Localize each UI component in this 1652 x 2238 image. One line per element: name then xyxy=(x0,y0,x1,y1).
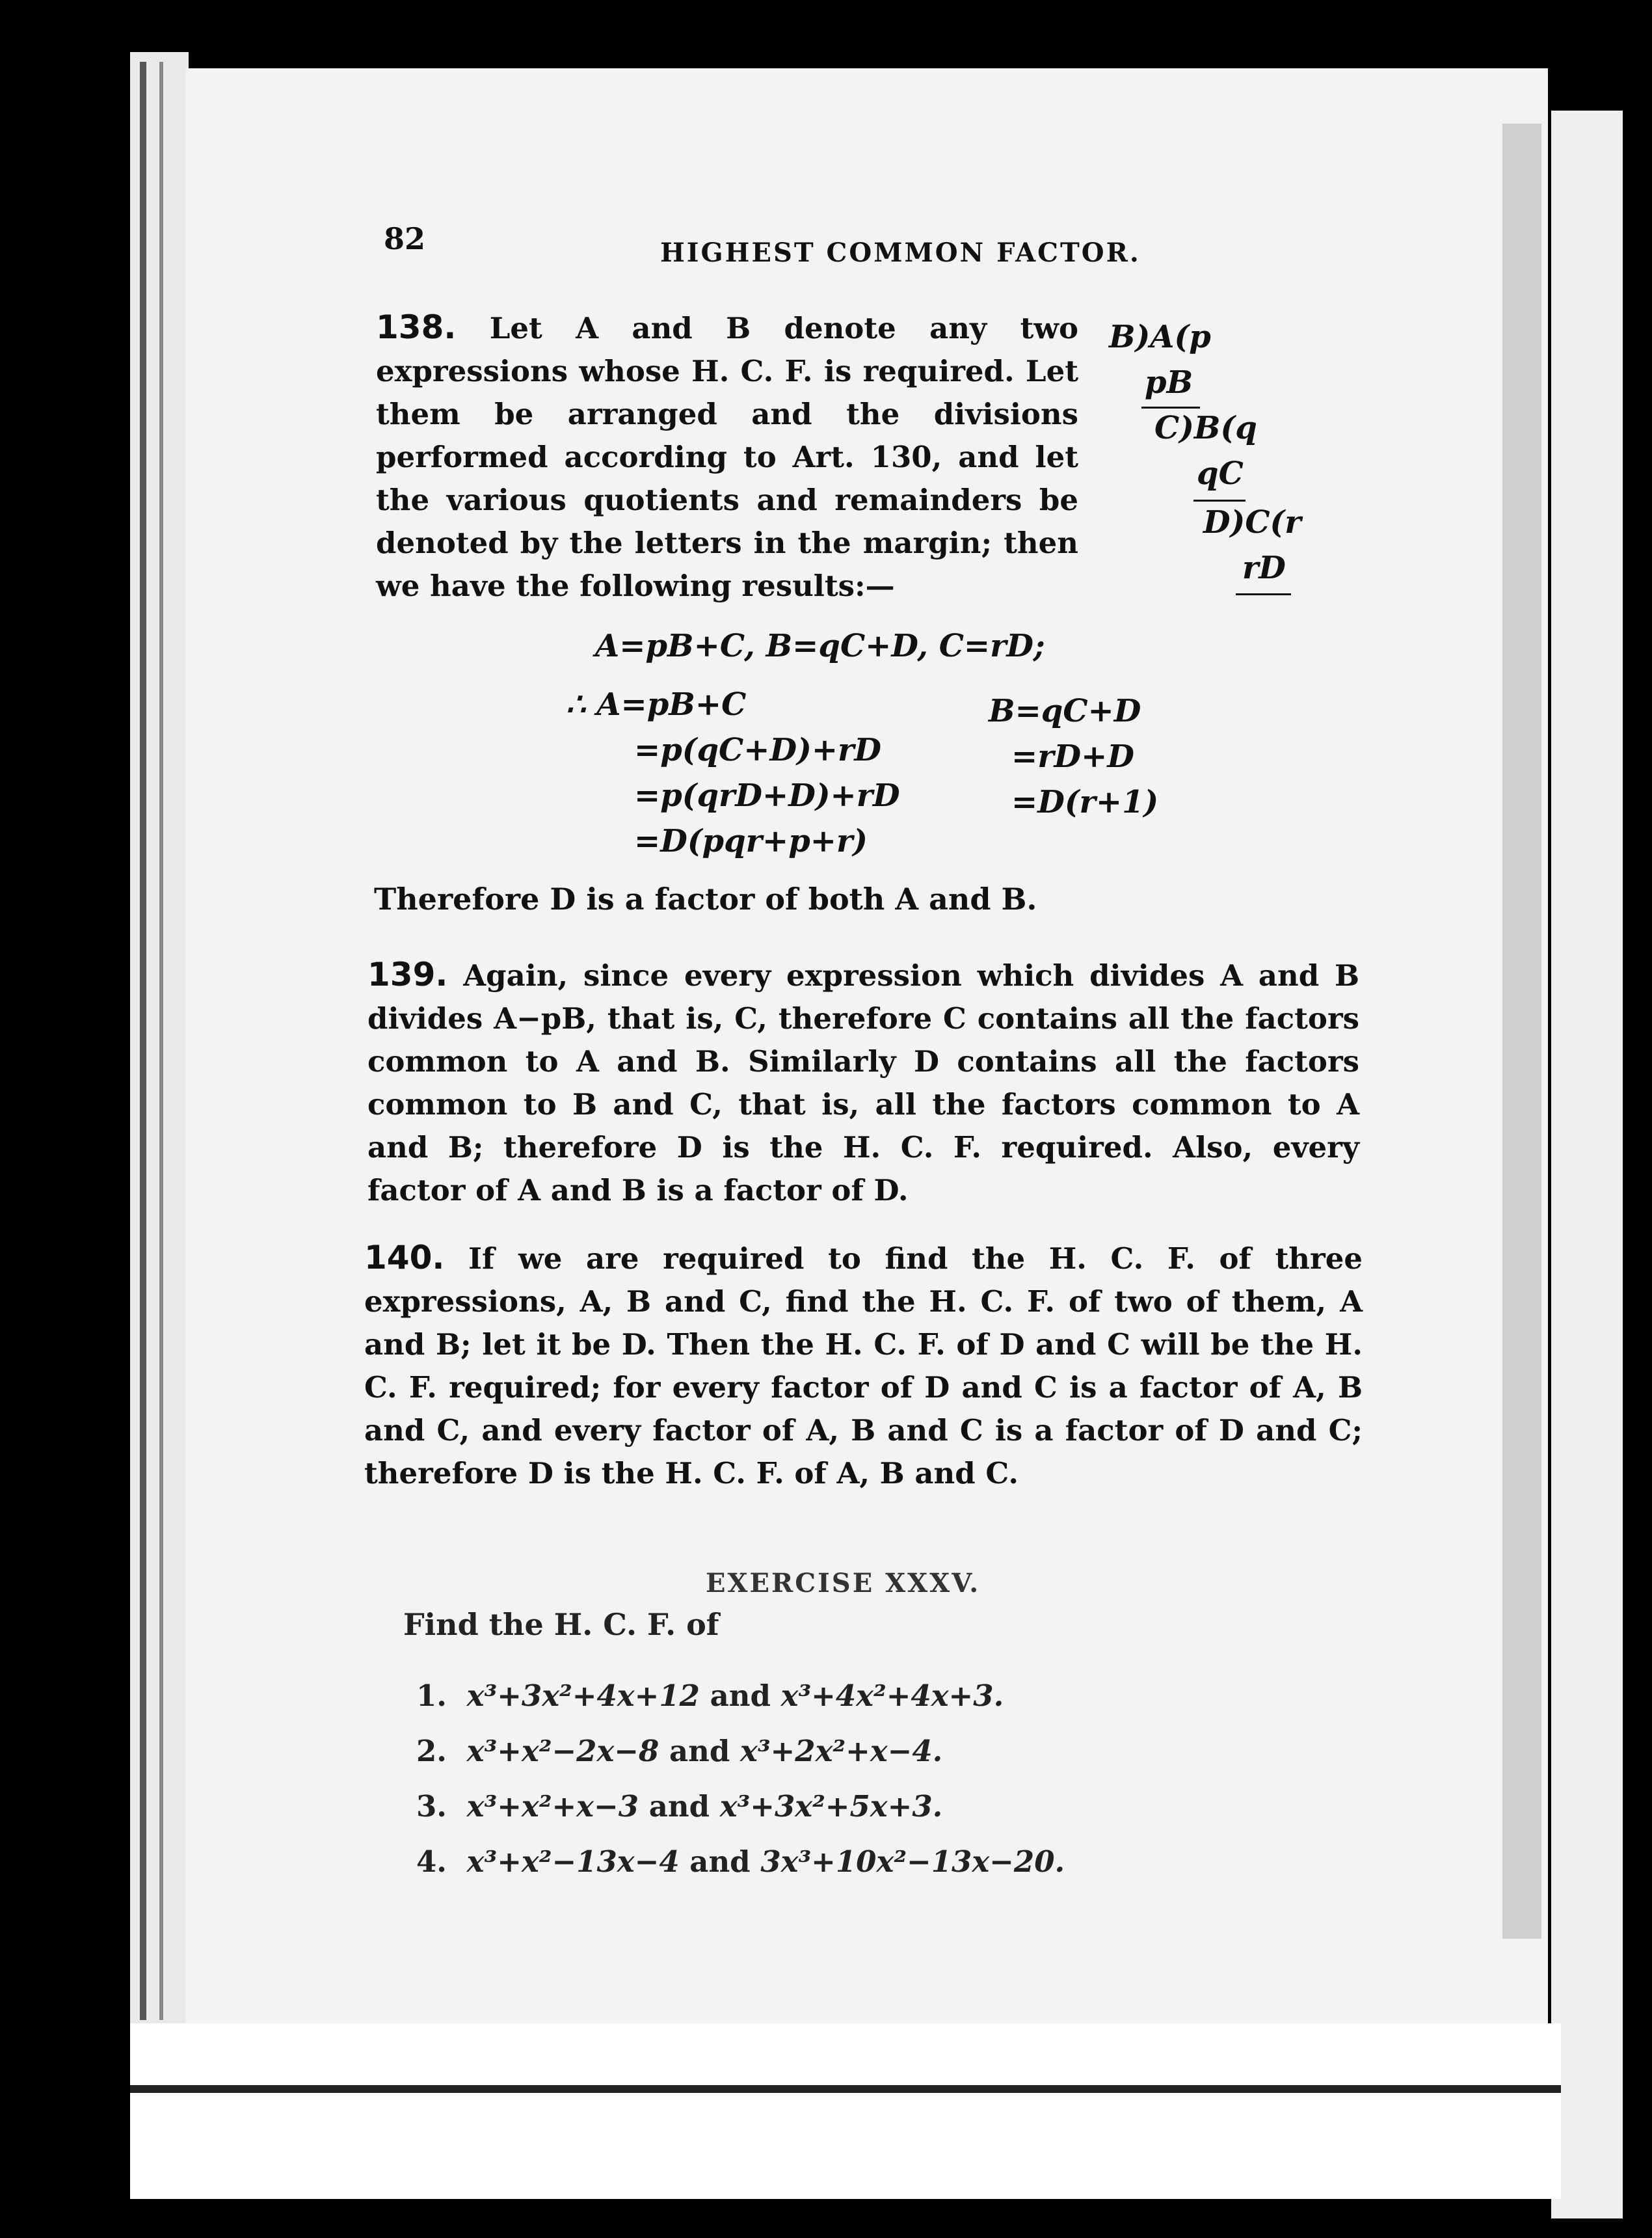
margin-rule-3 xyxy=(1236,593,1291,595)
derivation-right-3: =D(r+1) xyxy=(1011,784,1159,820)
page-edge-shadow xyxy=(1502,124,1541,1939)
article-139 xyxy=(367,953,1359,1212)
article-text: If we are required to find the H. C. F. of three expressions, A, B and C, find the H. C. F. of two of them, A and B; let it be D. Then the H. C. F. of D and C will be the H. C. F. required; for every factor of D and C is a factor of A, B and C, and every factor of A, B and C is a factor of D and C; therefore D is the H. C. F. of A, B and C. xyxy=(364,1241,1363,1490)
conjunction: and xyxy=(710,1678,771,1713)
exercise-heading: EXERCISE XXXV. xyxy=(706,1568,981,1598)
expression-a: x³+x²−13x−4 xyxy=(466,1844,680,1879)
exercise-item xyxy=(416,1734,942,1768)
margin-line-2: pB xyxy=(1145,364,1193,401)
results-line: A=pB+C, B=qC+D, C=rD; xyxy=(595,628,1045,664)
derivation-left-3: =p(qrD+D)+rD xyxy=(634,777,900,814)
margin-rule-2 xyxy=(1193,500,1246,502)
article-138 xyxy=(376,306,1078,608)
article-number: 139. xyxy=(367,956,448,993)
next-page-edge xyxy=(1551,111,1623,2218)
conjunction: and xyxy=(689,1844,751,1879)
article-number: 138. xyxy=(376,308,457,346)
margin-line-1: B)A(p xyxy=(1109,319,1211,355)
page-number: 82 xyxy=(384,221,426,256)
conjunction: and xyxy=(669,1734,730,1768)
article-text: Again, since every expression which divides A and B divides A−pB, that is, C, therefore C contains all the factors common to A and B. Similarly D contains all the factors common to B and C, that is, all the factors common to A and B; therefore D is the H. C. F. required. Also, every factor of A and B is a factor of D. xyxy=(367,958,1360,1207)
derivation-right-2: =rD+D xyxy=(1011,738,1134,775)
article-number: 140. xyxy=(364,1239,445,1276)
margin-line-4: qC xyxy=(1197,455,1244,492)
exercise-instruction: Find the H. C. F. of xyxy=(403,1607,719,1642)
item-number: 3. xyxy=(416,1789,447,1824)
item-number: 1. xyxy=(416,1678,447,1713)
page-bottom-margin xyxy=(130,2023,1561,2199)
page-bottom-line xyxy=(130,2085,1561,2093)
spine-line xyxy=(159,62,163,2020)
margin-line-3: C)B(q xyxy=(1154,410,1257,446)
running-title: HIGHEST COMMON FACTOR. xyxy=(660,237,1141,268)
expression-a: x³+x²+x−3 xyxy=(466,1789,639,1824)
expression-b: x³+4x²+4x+3. xyxy=(780,1678,1004,1713)
exercise-item xyxy=(416,1789,942,1824)
derivation-left-1: ∴ A=pB+C xyxy=(566,686,747,723)
expression-b: x³+3x²+5x+3. xyxy=(719,1789,943,1824)
margin-line-6: rD xyxy=(1242,550,1286,586)
exercise-item xyxy=(416,1844,1065,1879)
conjunction: and xyxy=(648,1789,710,1824)
spine-shadow xyxy=(140,62,146,2020)
expression-a: x³+3x²+4x+12 xyxy=(466,1678,700,1713)
margin-line-5: D)C(r xyxy=(1203,504,1301,541)
derivation-right-1: B=qC+D xyxy=(989,693,1141,729)
margin-rule-1 xyxy=(1141,407,1200,409)
expression-b: x³+2x²+x−4. xyxy=(740,1734,943,1768)
article-140 xyxy=(364,1236,1363,1495)
article-text: Let A and B denote any two expressions whose H. C. F. is required. Let them be arranged and the divisions performed according to Art. 130, and let the various quotients and remainders be denoted by the letters in the margin; then we have the following results:— xyxy=(376,311,1078,603)
derivation-left-2: =p(qC+D)+rD xyxy=(634,732,881,768)
item-number: 4. xyxy=(416,1844,447,1879)
derivation-left-4: =D(pqr+p+r) xyxy=(634,823,868,859)
expression-b: 3x³+10x²−13x−20. xyxy=(760,1844,1065,1879)
exercise-item xyxy=(416,1678,1004,1713)
item-number: 2. xyxy=(416,1734,447,1768)
conclusion: Therefore D is a factor of both A and B. xyxy=(374,882,1037,917)
expression-a: x³+x²−2x−8 xyxy=(466,1734,659,1768)
